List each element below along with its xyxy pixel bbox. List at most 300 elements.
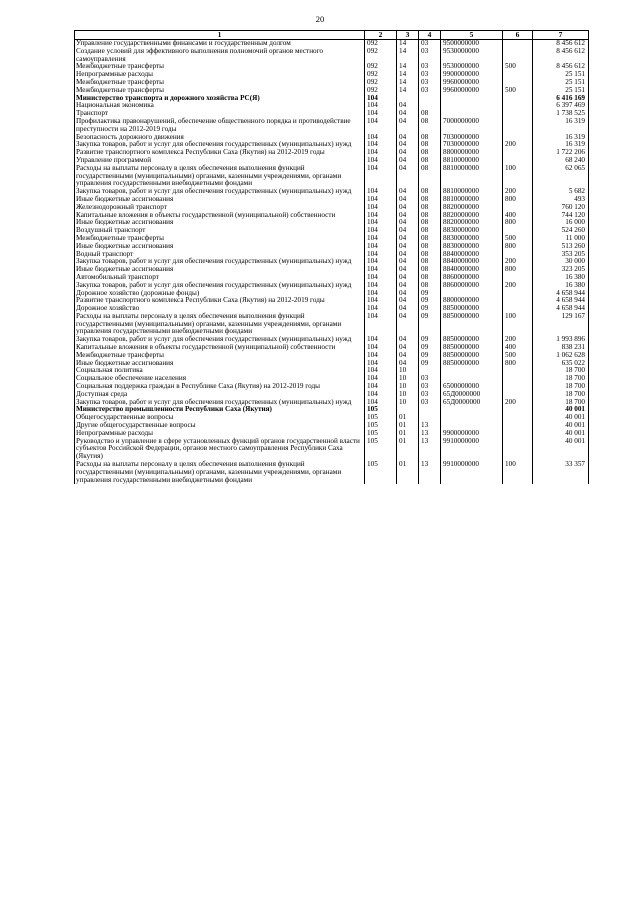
row-expense-type: 800: [503, 219, 533, 227]
row-target-code: 9960000000: [441, 87, 503, 95]
table-row: [75, 165, 589, 188]
row-subsection-code: [419, 95, 441, 103]
row-amount: 1 993 896: [533, 336, 589, 344]
row-section-code: 04: [397, 141, 419, 149]
row-subsection-code: 08: [419, 134, 441, 142]
row-subsection-code: 08: [419, 282, 441, 290]
row-section-code: 04: [397, 110, 419, 118]
row-section-code: 04: [397, 243, 419, 251]
row-target-code: [441, 414, 503, 422]
row-section-code: 04: [397, 235, 419, 243]
row-name: Министерство промышленности Республики Саха (Якутия): [75, 406, 365, 414]
row-expense-type: 400: [503, 344, 533, 352]
row-subsection-code: 08: [419, 219, 441, 227]
row-amount: 11 000: [533, 235, 589, 243]
row-target-code: 8840000000: [441, 266, 503, 274]
row-target-code: 9910000000: [441, 461, 503, 484]
row-amount: 18 700: [533, 375, 589, 383]
row-target-code: 9910000000: [441, 438, 503, 461]
row-expense-type: [503, 383, 533, 391]
row-target-code: 65Д0000000: [441, 399, 503, 407]
row-target-code: 9530000000: [441, 48, 503, 64]
row-name: Иные бюджетные ассигнования: [75, 266, 365, 274]
row-target-code: 8850000000: [441, 360, 503, 368]
row-ministry-code: 104: [365, 399, 397, 407]
row-ministry-code: 104: [365, 102, 397, 110]
row-section-code: 04: [397, 204, 419, 212]
row-amount: 1 062 628: [533, 352, 589, 360]
row-name: Непрограммные расходы: [75, 430, 365, 438]
row-subsection-code: 09: [419, 313, 441, 336]
row-amount: 30 000: [533, 258, 589, 266]
row-expense-type: [503, 48, 533, 64]
row-expense-type: 800: [503, 243, 533, 251]
row-target-code: 8810000000: [441, 157, 503, 165]
header-col-1: 1: [75, 31, 365, 40]
budget-table: [74, 30, 589, 484]
row-subsection-code: 03: [419, 48, 441, 64]
row-section-code: 04: [397, 266, 419, 274]
row-subsection-code: 08: [419, 165, 441, 188]
row-amount: 62 065: [533, 165, 589, 188]
row-section-code: 04: [397, 212, 419, 220]
row-name: Закупка товаров, работ и услуг для обеспечения государственных (муниципальных) нужд: [75, 282, 365, 290]
row-target-code: 8830000000: [441, 227, 503, 235]
row-section-code: 14: [397, 71, 419, 79]
row-amount: 129 167: [533, 313, 589, 336]
row-name: Водный транспорт: [75, 251, 365, 259]
row-ministry-code: 104: [365, 118, 397, 134]
row-amount: 760 120: [533, 204, 589, 212]
row-amount: 8 456 612: [533, 63, 589, 71]
row-target-code: 8810000000: [441, 196, 503, 204]
row-target-code: 8860000000: [441, 274, 503, 282]
row-amount: 16 380: [533, 274, 589, 282]
row-ministry-code: 104: [365, 352, 397, 360]
row-name: Национальная экономика: [75, 102, 365, 110]
row-ministry-code: 104: [365, 282, 397, 290]
row-expense-type: 500: [503, 87, 533, 95]
row-subsection-code: 09: [419, 344, 441, 352]
row-ministry-code: 104: [365, 134, 397, 142]
row-target-code: 8800000000: [441, 149, 503, 157]
row-subsection-code: 08: [419, 235, 441, 243]
row-ministry-code: 104: [365, 227, 397, 235]
header-col-2: 2: [365, 31, 397, 40]
row-expense-type: [503, 367, 533, 375]
row-ministry-code: 092: [365, 79, 397, 87]
row-section-code: 01: [397, 438, 419, 461]
row-ministry-code: 105: [365, 461, 397, 484]
row-expense-type: 100: [503, 165, 533, 188]
row-ministry-code: 105: [365, 430, 397, 438]
row-amount: 18 700: [533, 383, 589, 391]
row-ministry-code: 104: [365, 204, 397, 212]
row-expense-type: [503, 95, 533, 103]
row-expense-type: [503, 118, 533, 134]
row-amount: 8 456 612: [533, 40, 589, 48]
row-ministry-code: 104: [365, 297, 397, 305]
row-name: Непрограммные расходы: [75, 71, 365, 79]
row-expense-type: 800: [503, 196, 533, 204]
row-section-code: 04: [397, 313, 419, 336]
row-subsection-code: 08: [419, 204, 441, 212]
row-subsection-code: 09: [419, 305, 441, 313]
row-target-code: [441, 367, 503, 375]
row-section-code: 10: [397, 391, 419, 399]
table-row: [75, 360, 589, 368]
row-expense-type: 100: [503, 313, 533, 336]
row-amount: 16 000: [533, 219, 589, 227]
row-target-code: 8840000000: [441, 258, 503, 266]
row-name: Расходы на выплаты персоналу в целях обеспечения выполнения функций государственными (муниципальными) органами, казенными учреждениями, органами управления государственными внебюджетными фондами: [75, 313, 365, 336]
row-amount: 4 658 944: [533, 305, 589, 313]
row-section-code: 10: [397, 383, 419, 391]
row-ministry-code: 104: [365, 251, 397, 259]
row-expense-type: [503, 414, 533, 422]
row-expense-type: 200: [503, 399, 533, 407]
row-ministry-code: 104: [365, 243, 397, 251]
row-ministry-code: 092: [365, 48, 397, 64]
row-ministry-code: 105: [365, 406, 397, 414]
row-name: Иные бюджетные ассигнования: [75, 219, 365, 227]
row-name: Развитие транспортного комплекса Республики Саха (Якутия) на 2012-2019 годы: [75, 297, 365, 305]
row-ministry-code: 104: [365, 375, 397, 383]
row-subsection-code: 08: [419, 227, 441, 235]
table-row: [75, 118, 589, 134]
row-section-code: 04: [397, 360, 419, 368]
row-ministry-code: 104: [365, 157, 397, 165]
row-ministry-code: 104: [365, 258, 397, 266]
row-ministry-code: 104: [365, 290, 397, 298]
row-target-code: 7000000000: [441, 118, 503, 134]
row-target-code: 8860000000: [441, 282, 503, 290]
row-expense-type: [503, 149, 533, 157]
row-ministry-code: 104: [365, 219, 397, 227]
row-ministry-code: 104: [365, 141, 397, 149]
row-name: Иные бюджетные ассигнования: [75, 196, 365, 204]
row-amount: 1 738 525: [533, 110, 589, 118]
row-amount: 16 380: [533, 282, 589, 290]
row-subsection-code: 08: [419, 118, 441, 134]
row-ministry-code: 104: [365, 188, 397, 196]
row-expense-type: 200: [503, 258, 533, 266]
row-name: Автомобильный транспорт: [75, 274, 365, 282]
row-name: Создание условий для эффективного выполнения полномочий органов местного самоуправления: [75, 48, 365, 64]
row-subsection-code: 13: [419, 461, 441, 484]
row-section-code: 04: [397, 258, 419, 266]
row-subsection-code: 03: [419, 87, 441, 95]
row-section-code: 04: [397, 102, 419, 110]
row-section-code: 04: [397, 352, 419, 360]
row-subsection-code: 08: [419, 149, 441, 157]
row-target-code: 9960000000: [441, 79, 503, 87]
row-amount: 4 658 944: [533, 297, 589, 305]
row-subsection-code: 03: [419, 399, 441, 407]
row-amount: 4 658 944: [533, 290, 589, 298]
row-target-code: 9900000000: [441, 430, 503, 438]
row-section-code: 14: [397, 79, 419, 87]
row-name: Расходы на выплаты персоналу в целях обеспечения выполнения функций государственными (муниципальными) органами, казенными учреждениями, органами управления государственными внебюджетными фондами: [75, 461, 365, 484]
row-name: Межбюджетные трансферты: [75, 87, 365, 95]
row-amount: 16 319: [533, 134, 589, 142]
row-target-code: 8840000000: [441, 251, 503, 259]
row-name: Иные бюджетные ассигнования: [75, 243, 365, 251]
row-expense-type: [503, 375, 533, 383]
row-ministry-code: 104: [365, 313, 397, 336]
row-section-code: 01: [397, 414, 419, 422]
row-expense-type: 500: [503, 63, 533, 71]
row-name: Межбюджетные трансферты: [75, 235, 365, 243]
row-section-code: 04: [397, 282, 419, 290]
row-subsection-code: 13: [419, 430, 441, 438]
header-col-7: 7: [533, 31, 589, 40]
row-ministry-code: 104: [365, 391, 397, 399]
row-amount: 40 001: [533, 414, 589, 422]
row-amount: 353 205: [533, 251, 589, 259]
table-row: [75, 219, 589, 227]
row-target-code: 65Д0000000: [441, 391, 503, 399]
row-subsection-code: 13: [419, 438, 441, 461]
page-number: 20: [315, 14, 325, 24]
row-name: Социальная поддержка граждан в Республике Саха (Якутия) на 2012-2019 годы: [75, 383, 365, 391]
row-section-code: 04: [397, 344, 419, 352]
row-amount: 8 456 612: [533, 48, 589, 64]
row-name: Безопасность дорожного движения: [75, 134, 365, 142]
row-subsection-code: 03: [419, 79, 441, 87]
row-subsection-code: 13: [419, 422, 441, 430]
row-name: Руководство и управление в сфере установленных функций органов государственной власти субъектов Российской Федерации, органов местного самоуправления Республики Саха (Якутия): [75, 438, 365, 461]
row-amount: 493: [533, 196, 589, 204]
header-col-4: 4: [419, 31, 441, 40]
row-section-code: 10: [397, 367, 419, 375]
row-name: Социальная политика: [75, 367, 365, 375]
row-name: Развитие транспортного комплекса Республики Саха (Якутия) на 2012-2019 годы: [75, 149, 365, 157]
row-name: Расходы на выплаты персоналу в целях обеспечения выполнения функций государственными (муниципальными) органами, казенными учреждениями, органами управления государственными внебюджетными фондами: [75, 165, 365, 188]
row-amount: 33 357: [533, 461, 589, 484]
row-section-code: 14: [397, 87, 419, 95]
row-subsection-code: 08: [419, 274, 441, 282]
row-amount: 18 700: [533, 399, 589, 407]
row-target-code: 8810000000: [441, 188, 503, 196]
row-amount: 40 001: [533, 438, 589, 461]
table-row: [75, 149, 589, 157]
row-section-code: 10: [397, 375, 419, 383]
row-section-code: 14: [397, 40, 419, 48]
row-section-code: 04: [397, 196, 419, 204]
row-subsection-code: 03: [419, 71, 441, 79]
row-expense-type: [503, 406, 533, 414]
row-expense-type: 500: [503, 352, 533, 360]
row-subsection-code: 08: [419, 266, 441, 274]
row-amount: 25 151: [533, 71, 589, 79]
row-target-code: 8820000000: [441, 204, 503, 212]
row-section-code: 04: [397, 297, 419, 305]
header-col-3: 3: [397, 31, 419, 40]
row-name: Дорожное хозяйство (дорожные фонды): [75, 290, 365, 298]
row-section-code: 04: [397, 118, 419, 134]
row-target-code: 8850000000: [441, 336, 503, 344]
row-name: Закупка товаров, работ и услуг для обеспечения государственных (муниципальных) нужд: [75, 141, 365, 149]
row-subsection-code: 09: [419, 336, 441, 344]
row-amount: 744 120: [533, 212, 589, 220]
row-subsection-code: 08: [419, 196, 441, 204]
row-section-code: 01: [397, 430, 419, 438]
row-ministry-code: 092: [365, 63, 397, 71]
row-name: Дорожное хозяйство: [75, 305, 365, 313]
row-target-code: 8850000000: [441, 313, 503, 336]
row-ministry-code: 104: [365, 274, 397, 282]
row-target-code: 8850000000: [441, 352, 503, 360]
row-ministry-code: 104: [365, 266, 397, 274]
row-amount: 6 416 169: [533, 95, 589, 103]
row-ministry-code: 104: [365, 367, 397, 375]
row-amount: 5 682: [533, 188, 589, 196]
row-section-code: 04: [397, 274, 419, 282]
row-expense-type: 200: [503, 336, 533, 344]
row-section-code: 04: [397, 188, 419, 196]
row-subsection-code: 03: [419, 40, 441, 48]
row-expense-type: [503, 290, 533, 298]
row-subsection-code: 03: [419, 383, 441, 391]
row-name: Закупка товаров, работ и услуг для обеспечения государственных (муниципальных) нужд: [75, 188, 365, 196]
row-ministry-code: 104: [365, 110, 397, 118]
row-subsection-code: [419, 406, 441, 414]
row-expense-type: [503, 110, 533, 118]
row-target-code: [441, 95, 503, 103]
row-target-code: 7030000000: [441, 134, 503, 142]
row-name: Управление государственными финансами и государственным долгом: [75, 40, 365, 48]
row-ministry-code: 104: [365, 360, 397, 368]
header-col-5: 5: [441, 31, 503, 40]
row-section-code: 04: [397, 219, 419, 227]
row-name: Закупка товаров, работ и услуг для обеспечения государственных (муниципальных) нужд: [75, 258, 365, 266]
row-section-code: 01: [397, 422, 419, 430]
row-subsection-code: 08: [419, 212, 441, 220]
row-name: Транспорт: [75, 110, 365, 118]
row-subsection-code: 08: [419, 251, 441, 259]
row-expense-type: [503, 71, 533, 79]
row-section-code: 04: [397, 134, 419, 142]
row-subsection-code: 08: [419, 157, 441, 165]
row-name: Капитальные вложения в объекты государственной (муниципальной) собственности: [75, 344, 365, 352]
row-subsection-code: 03: [419, 375, 441, 383]
row-name: Закупка товаров, работ и услуг для обеспечения государственных (муниципальных) нужд: [75, 399, 365, 407]
header-col-6: 6: [503, 31, 533, 40]
row-ministry-code: 105: [365, 414, 397, 422]
row-amount: 1 722 206: [533, 149, 589, 157]
row-ministry-code: 092: [365, 87, 397, 95]
row-name: Железнодорожный транспорт: [75, 204, 365, 212]
row-name: Другие общегосударственные вопросы: [75, 422, 365, 430]
row-amount: 513 260: [533, 243, 589, 251]
row-ministry-code: 104: [365, 165, 397, 188]
row-name: Общегосударственные вопросы: [75, 414, 365, 422]
row-name: Иные бюджетные ассигнования: [75, 360, 365, 368]
row-name: Министерство транспорта и дорожного хозяйства РС(Я): [75, 95, 365, 103]
row-target-code: [441, 102, 503, 110]
row-section-code: 04: [397, 305, 419, 313]
row-section-code: 04: [397, 227, 419, 235]
row-name: Управление программой: [75, 157, 365, 165]
row-name: Межбюджетные трансферты: [75, 352, 365, 360]
row-section-code: 10: [397, 399, 419, 407]
row-name: Воздушный транспорт: [75, 227, 365, 235]
row-amount: 6 397 469: [533, 102, 589, 110]
row-section-code: 04: [397, 290, 419, 298]
row-name: Межбюджетные трансферты: [75, 63, 365, 71]
row-section-code: 04: [397, 165, 419, 188]
row-subsection-code: 08: [419, 110, 441, 118]
table-row: [75, 297, 589, 305]
table-row: [75, 438, 589, 461]
row-ministry-code: 104: [365, 212, 397, 220]
row-name: Закупка товаров, работ и услуг для обеспечения государственных (муниципальных) нужд: [75, 336, 365, 344]
row-expense-type: [503, 438, 533, 461]
row-subsection-code: 03: [419, 63, 441, 71]
row-section-code: 04: [397, 157, 419, 165]
row-ministry-code: 105: [365, 422, 397, 430]
row-amount: 18 700: [533, 367, 589, 375]
row-amount: 524 260: [533, 227, 589, 235]
row-name: Социальное обеспечение населения: [75, 375, 365, 383]
row-target-code: 8820000000: [441, 219, 503, 227]
row-ministry-code: 104: [365, 196, 397, 204]
row-amount: 16 319: [533, 118, 589, 134]
row-expense-type: [503, 102, 533, 110]
row-amount: 635 022: [533, 360, 589, 368]
row-section-code: 04: [397, 251, 419, 259]
row-ministry-code: 104: [365, 336, 397, 344]
table-row: [75, 102, 589, 110]
row-ministry-code: 092: [365, 40, 397, 48]
row-amount: 18 700: [533, 391, 589, 399]
row-amount: 40 001: [533, 406, 589, 414]
row-ministry-code: 104: [365, 149, 397, 157]
table-row: [75, 383, 589, 391]
row-amount: 25 151: [533, 79, 589, 87]
row-amount: 838 231: [533, 344, 589, 352]
row-expense-type: 400: [503, 212, 533, 220]
row-ministry-code: 105: [365, 438, 397, 461]
row-section-code: 01: [397, 461, 419, 484]
row-subsection-code: 09: [419, 297, 441, 305]
row-amount: 40 001: [533, 430, 589, 438]
row-expense-type: 200: [503, 141, 533, 149]
row-target-code: [441, 406, 503, 414]
row-name: Доступная среда: [75, 391, 365, 399]
row-target-code: 7030000000: [441, 141, 503, 149]
row-expense-type: [503, 430, 533, 438]
row-subsection-code: 09: [419, 360, 441, 368]
row-amount: 25 151: [533, 87, 589, 95]
row-target-code: 9530000000: [441, 63, 503, 71]
row-expense-type: 800: [503, 266, 533, 274]
row-expense-type: 100: [503, 461, 533, 484]
row-target-code: 8850000000: [441, 344, 503, 352]
row-subsection-code: 03: [419, 391, 441, 399]
row-section-code: 14: [397, 48, 419, 64]
table-row: [75, 461, 589, 484]
row-ministry-code: 104: [365, 344, 397, 352]
row-target-code: 9500000000: [441, 40, 503, 48]
row-subsection-code: 08: [419, 258, 441, 266]
row-target-code: 6500000000: [441, 383, 503, 391]
row-expense-type: [503, 297, 533, 305]
row-amount: 323 205: [533, 266, 589, 274]
row-ministry-code: 092: [365, 71, 397, 79]
row-ministry-code: 104: [365, 95, 397, 103]
